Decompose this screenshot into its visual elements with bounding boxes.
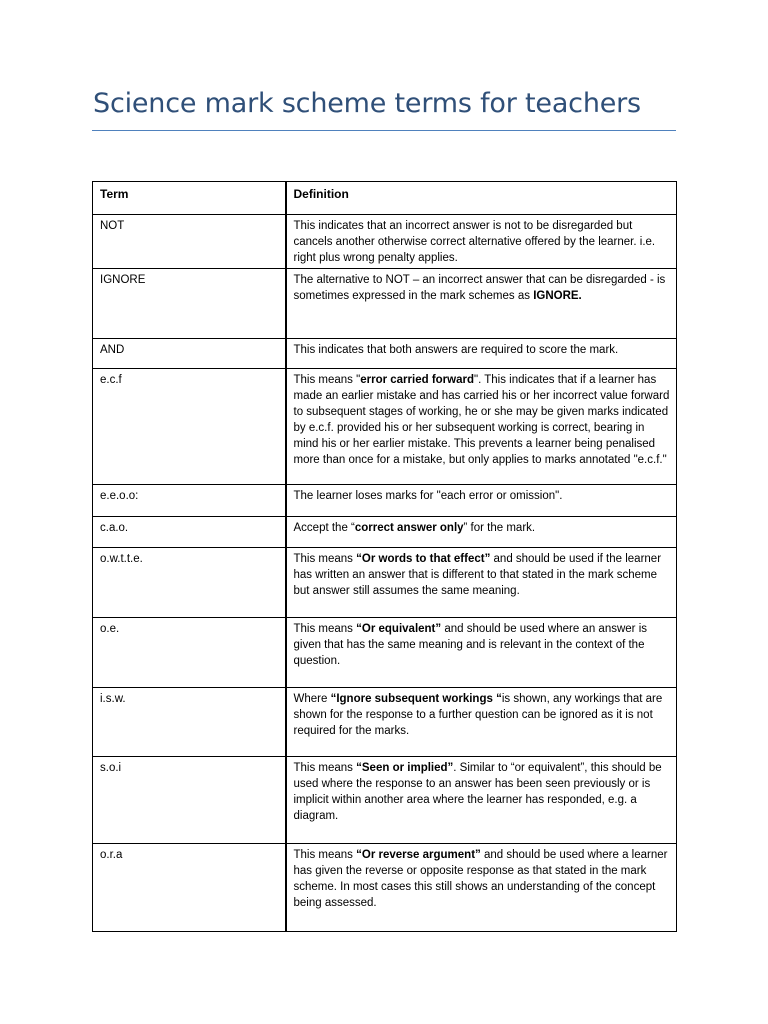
table-row xyxy=(93,339,677,369)
definition-text: Where xyxy=(293,693,331,705)
table-row xyxy=(93,269,677,339)
definition-text: The alternative to NOT – an incorrect answer that can be disregarded - is sometimes expressed in the mark schemes as xyxy=(293,274,666,302)
terms-table xyxy=(92,181,677,932)
table-row xyxy=(93,215,677,269)
term-cell: e.c.f xyxy=(93,369,286,485)
definition-cell xyxy=(286,517,677,548)
term-cell: AND xyxy=(93,339,286,369)
title-underline xyxy=(92,130,676,131)
term-cell: IGNORE xyxy=(93,269,286,339)
definition-cell xyxy=(286,485,677,517)
definition-emphasis: error carried forward xyxy=(360,374,474,386)
definition-cell xyxy=(286,757,677,844)
definition-text: This means " xyxy=(293,374,361,386)
definition-emphasis: “Seen or implied” xyxy=(356,762,454,774)
definition-cell xyxy=(286,369,677,485)
definition-cell xyxy=(286,688,677,757)
term-cell: o.e. xyxy=(93,618,286,688)
definition-text: ” for the mark. xyxy=(463,522,536,534)
definition-cell xyxy=(286,548,677,618)
definition-text: . Similar to “or equivalent”, this should be used where the response to an answer has been seen previously or is implicit within another area where the learner has responded, e.g. a diagram. xyxy=(293,762,662,822)
definition-text: This means xyxy=(293,762,357,774)
term-cell: s.o.i xyxy=(93,757,286,844)
term-cell: e.e.o.o: xyxy=(93,485,286,517)
definition-text: This means xyxy=(293,553,357,565)
table-row xyxy=(93,688,677,757)
definition-emphasis: “Or words to that effect” xyxy=(356,553,491,565)
table-row xyxy=(93,517,677,548)
definition-text: This means xyxy=(293,623,357,635)
table-row xyxy=(93,757,677,844)
definition-cell xyxy=(286,339,677,369)
page-title: Science mark scheme terms for teachers xyxy=(93,88,641,119)
definition-text: and should be used if the learner has written an answer that is different to that stated in the mark scheme but answer still assumes the same meaning. xyxy=(293,553,662,597)
table-row xyxy=(93,618,677,688)
header-term: Term xyxy=(93,182,286,215)
term-cell: c.a.o. xyxy=(93,517,286,548)
definition-emphasis: “Or equivalent” xyxy=(356,623,442,635)
definition-cell xyxy=(286,215,677,269)
definition-emphasis: “Or reverse argument” xyxy=(356,849,481,861)
definition-text: This indicates that an incorrect answer is not to be disregarded but cancels another otherwise correct alternative offered by the learner. i.e. right plus wrong penalty applies. xyxy=(293,220,656,264)
definition-text: Accept the “ xyxy=(293,522,355,534)
definition-cell xyxy=(286,618,677,688)
table-row xyxy=(93,844,677,932)
header-definition: Definition xyxy=(286,182,677,215)
table-row xyxy=(93,548,677,618)
definition-text: and should be used where a learner has given the reverse or opposite response as that stated in the mark scheme. In most cases this still shows an understanding of the concept being assessed. xyxy=(293,849,668,909)
definition-text: is shown, any workings that are shown for the response to a further question can be ignored as it is not required for the marks. xyxy=(293,693,663,737)
definition-cell xyxy=(286,844,677,932)
definition-text: ". This indicates that if a learner has made an earlier mistake and has carried his or her incorrect value forward to subsequent stages of working, he or she may be given marks indicated by e.c.f. provided his or her subsequent working is correct, bearing in mind his or her earlier mistake. This prevents a learner being penalised more than once for a mistake, but only applies to marks annotated "e.c.f." xyxy=(293,374,670,466)
definition-text: This means xyxy=(293,849,357,861)
term-cell: NOT xyxy=(93,215,286,269)
term-cell: o.w.t.t.e. xyxy=(93,548,286,618)
definition-text: and should be used where an answer is given that has the same meaning and is relevant in the context of the question. xyxy=(293,623,647,667)
definition-text: The learner loses marks for "each error or omission". xyxy=(293,490,563,502)
term-cell: o.r.a xyxy=(93,844,286,932)
definition-text: This indicates that both answers are required to score the mark. xyxy=(293,344,619,356)
table-row xyxy=(93,485,677,517)
definition-emphasis: IGNORE. xyxy=(533,290,582,302)
terms-body xyxy=(93,215,677,932)
definition-emphasis: correct answer only xyxy=(354,522,464,534)
definition-cell xyxy=(286,269,677,339)
term-cell: i.s.w. xyxy=(93,688,286,757)
definition-emphasis: “Ignore subsequent workings “ xyxy=(330,693,502,705)
table-row xyxy=(93,369,677,485)
header-row xyxy=(93,182,677,215)
